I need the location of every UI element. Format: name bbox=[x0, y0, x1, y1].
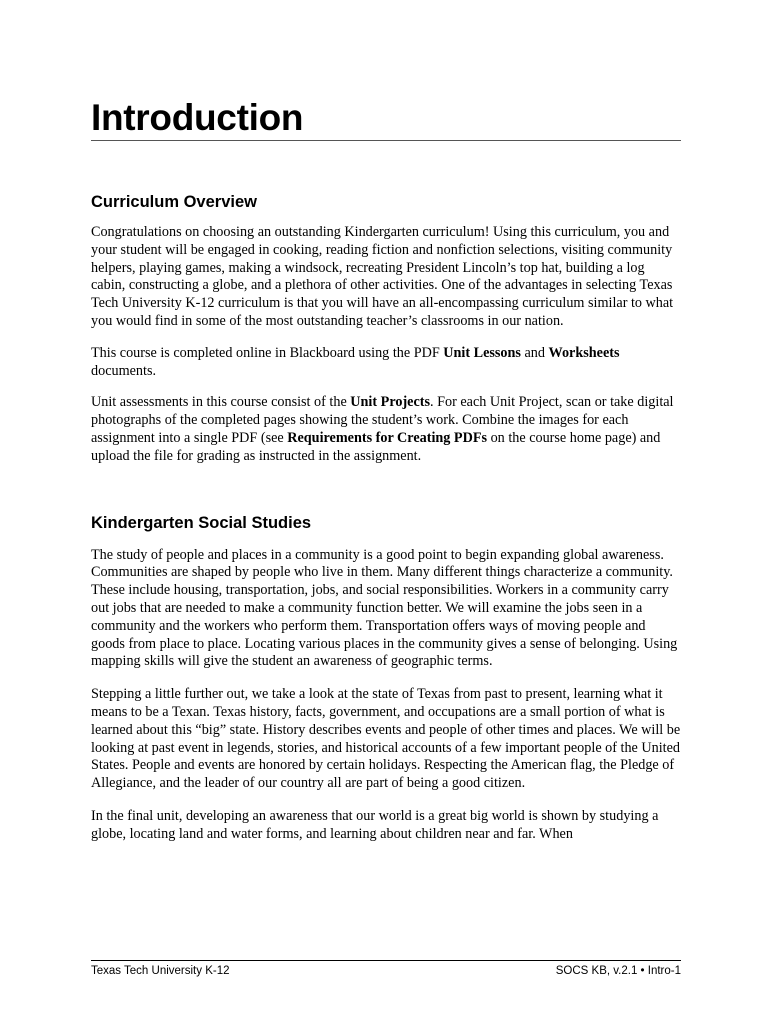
bold-text-run: Requirements for Creating PDFs bbox=[287, 429, 488, 446]
footer-right: SOCS KB, v.2.1 • Intro-1 bbox=[555, 965, 681, 977]
text-run: Stepping a little further out, we take a look at the state of Texas from past to present, learning what it means to be a Texan. Texas history, facts, government, and occupations are a small portion of what is learned about this “big” state. History describes events and people of other times and places. We will be looking at past event in legends, stories, and historical accounts of a few important people of the United States. People and events are honored by certain holidays. Respecting the American flag, the Pledge of Allegiance, and the leader of our country all are part of being a good citizen. bbox=[91, 686, 681, 792]
text-run: documents. bbox=[91, 362, 157, 379]
bold-text-run: Unit Lessons bbox=[443, 344, 521, 361]
paragraph-unit-assessments bbox=[91, 394, 681, 465]
paragraph-course-completion bbox=[91, 345, 681, 381]
paragraph-final-unit bbox=[91, 808, 681, 844]
page-footer bbox=[91, 960, 681, 978]
paragraph-texas-history bbox=[91, 686, 681, 793]
section-heading-curriculum-overview: Curriculum Overview bbox=[91, 193, 257, 211]
paragraph-community-study bbox=[91, 547, 681, 672]
text-run: on the course home page) and upload the file for grading as instructed in the assignment. bbox=[91, 429, 661, 464]
text-run: The study of people and places in a community is a good point to begin expanding global awareness. Communities are shaped by people who live in them. Many different things characterize a community. These include housing, transportation, jobs, and social responsibilities. Workers in a community carry out jobs that are needed to make a community function better. We will examine the jobs seen in a community and the workers who perform them. Transportation offers ways of moving people and goods from place to place. Locating various places in the community gives a sense of belonging. Using mapping skills will give the student an awareness of geographic terms. bbox=[91, 546, 678, 670]
bold-text-run: Worksheets bbox=[548, 344, 620, 361]
text-run: Unit assessments in this course consist of the bbox=[91, 394, 351, 411]
paragraph-congratulations bbox=[91, 224, 681, 331]
text-run: Congratulations on choosing an outstanding Kindergarten curriculum! Using this curriculum, you and your student will be engaged in cooking, reading fiction and nonfiction selections, visiting community helpers, playing games, making a windsock, recreating President Lincoln’s top hat, building a log cabin, constructing a globe, and a plethora of other activities. One of the advantages in selecting Texas Tech University K-12 curriculum is that you will have an all-encompassing curriculum similar to what you would find in some of the most outstanding teacher’s classrooms in our nation. bbox=[91, 224, 674, 329]
text-run: In the final unit, developing an awareness that our world is a great big world is shown by studying a globe, locating land and water forms, and learning about children near and far. When bbox=[91, 807, 659, 842]
title-divider bbox=[91, 140, 681, 141]
text-run: and bbox=[520, 344, 549, 361]
footer-left: Texas Tech University K-12 bbox=[91, 965, 230, 977]
page-content bbox=[91, 96, 681, 844]
section-heading-kindergarten-social-studies: Kindergarten Social Studies bbox=[91, 513, 312, 532]
page-title: Introduction bbox=[91, 97, 304, 138]
bold-text-run: Unit Projects bbox=[350, 394, 431, 411]
text-run: This course is completed online in Blackboard using the PDF bbox=[91, 344, 444, 361]
text-run: . For each Unit Project, scan or take digital photographs of the completed pages showing the student’s work. Combine the images for each assignment into a single PDF (see bbox=[91, 394, 674, 446]
